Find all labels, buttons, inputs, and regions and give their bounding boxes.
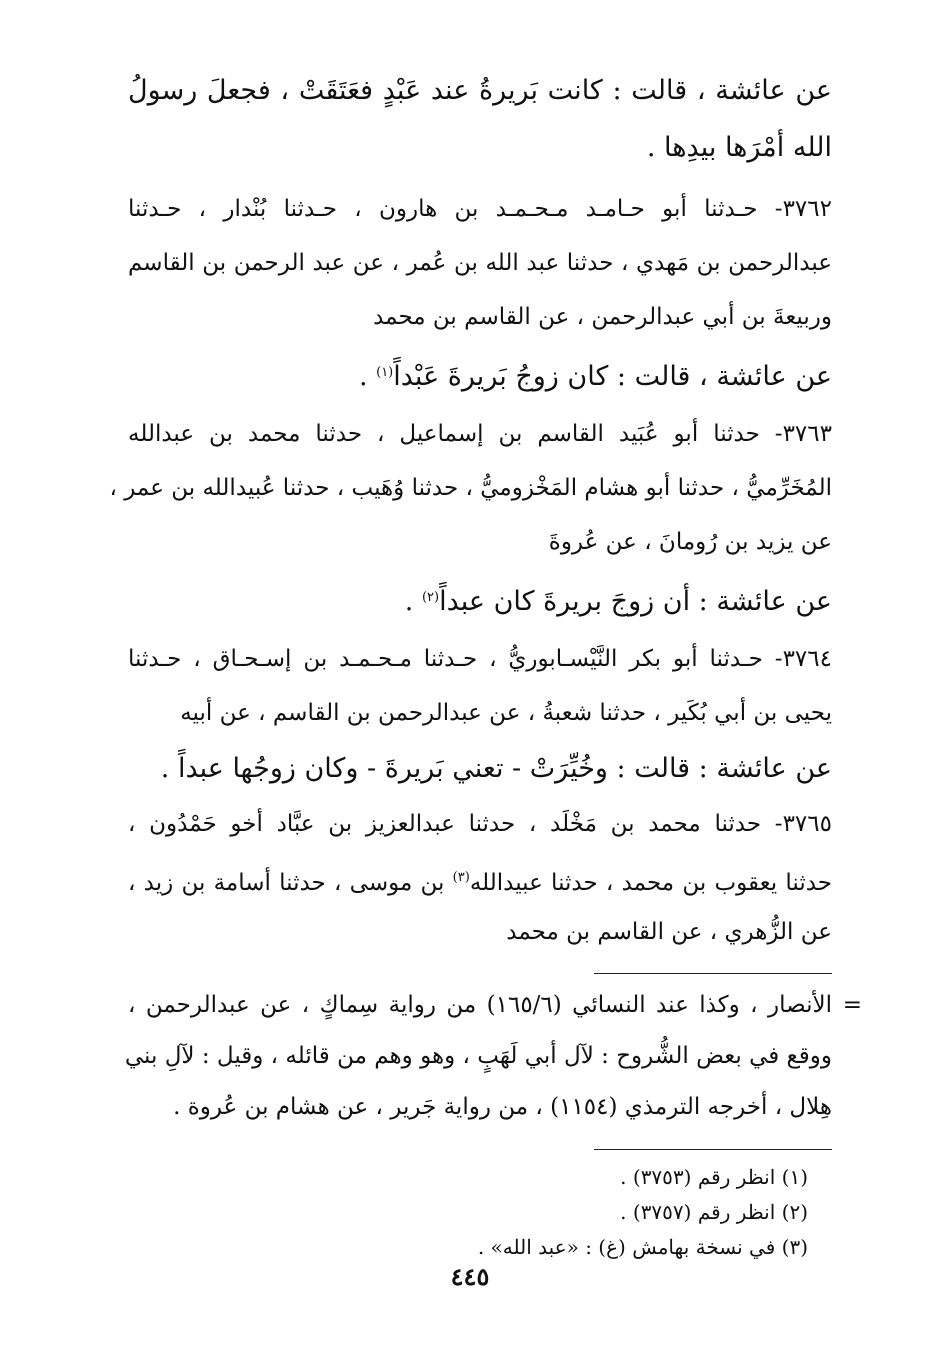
top-matn bbox=[128, 62, 832, 176]
isnad-line: عن يزيد بن رُومانَ ، عن عُروةَ bbox=[548, 529, 832, 555]
hadith-3763-isnad bbox=[109, 407, 832, 569]
hadith-3763-matn bbox=[128, 569, 832, 626]
matn-text: عن عائشة ، قالت : كان زوجُ بَريرةَ عَبْداً bbox=[393, 361, 832, 392]
isnad-line: المُخَرِّميُّ ، حدثنا أبو هشام المَخْزوميُّ ، حدثنا وُهَيب ، حدثنا عُبيدالله بن عمر ، bbox=[109, 475, 832, 501]
continued-footnote bbox=[124, 980, 862, 1133]
isnad-line: ٣٧٦٣- حدثنا أبو عُبَيد القاسم بن إسماعيل ، حدثنا محمد بن عبدالله bbox=[128, 421, 832, 447]
isnad-line: ٣٧٦٢- حـدثنا أبو حـامـد مـحـمـد بن هارون ، حـدثنا بُنْدار ، حـدثنا bbox=[128, 196, 832, 222]
isnad-line: يحيى بن أبي بُكَير ، حدثنا شعبةُ ، عن عبدالرحمن بن القاسم ، عن أبيه bbox=[180, 700, 832, 726]
footnote-2: (٢) انظر رقم (٣٧٥٧) . bbox=[620, 1200, 808, 1224]
hadith-3764-isnad bbox=[128, 632, 832, 740]
matn-line: عن عائشة : قالت : وخُيِّرَتْ - تعني بَريرةَ - وكان زوجُها عبداً . bbox=[160, 753, 832, 784]
matn-end: . bbox=[358, 361, 377, 392]
continuation-mark: = bbox=[842, 992, 862, 1018]
footnote-separator bbox=[594, 1149, 832, 1150]
matn-text: عن عائشة : أن زوجَ بريرةَ كان عبداً bbox=[439, 586, 832, 617]
matn-line: الله أمْرَها بيدِها . bbox=[646, 132, 832, 163]
hadith-3764-matn bbox=[128, 740, 832, 797]
isnad-line bbox=[128, 851, 832, 905]
isnad-line: ٣٧٦٤- حـدثنا أبو بكر النَّيْسـابوريُّ ، حـدثنا مـحـمـد بن إسـحـاق ، حـدثنا bbox=[128, 646, 832, 672]
isnad-text: بن موسى ، حدثنا أسامة بن زيد ، bbox=[128, 870, 453, 896]
matn-line: عن عائشة ، قالت : كانت بَريرةُ عند عَبْدٍ فعَتَقَتْ ، فجعلَ رسولُ bbox=[128, 75, 832, 106]
hadith-3765-isnad bbox=[128, 797, 832, 959]
matn-end: . bbox=[404, 586, 422, 617]
hadith-3762-matn bbox=[128, 344, 832, 401]
isnad-line: وربيعةَ بن أبي عبدالرحمن ، عن القاسم بن محمد bbox=[373, 304, 832, 330]
hadith-3762-isnad bbox=[128, 182, 832, 344]
footnote-1: (١) انظر رقم (٣٧٥٣) . bbox=[620, 1165, 808, 1189]
isnad-text: حدثنا يعقوب بن محمد ، حدثنا عبيدالله bbox=[469, 870, 833, 896]
footnotes bbox=[128, 1160, 832, 1265]
text-separator bbox=[594, 973, 832, 974]
footnote-3: (٣) في نسخة بهامش (غ) : «عبد الله» . bbox=[477, 1235, 808, 1259]
note-line: هِلال ، أخرجه الترمذي (١١٥٤) ، من رواية جَرير ، عن هشام بن عُروة . bbox=[173, 1094, 832, 1120]
note-line: الأنصار ، وكذا عند النسائي (١٦٥/٦) من رواية سِماكٍ ، عن عبدالرحمن ، bbox=[128, 992, 832, 1018]
matn-line bbox=[128, 344, 832, 401]
footnote-ref: (٢) bbox=[421, 590, 440, 605]
page-number: ٤٤٥ bbox=[450, 1262, 490, 1291]
footnote-ref: (٣) bbox=[452, 870, 470, 885]
matn-line bbox=[128, 569, 832, 626]
isnad-line: عن الزُّهري ، عن القاسم بن محمد bbox=[506, 919, 832, 945]
footnote-ref: (١) bbox=[376, 365, 394, 380]
isnad-line: عبدالرحمن بن مَهدي ، حدثنا عبد الله بن عُمر ، عن عبد الرحمن بن القاسم bbox=[128, 250, 832, 276]
isnad-line: ٣٧٦٥- حدثنا محمد بن مَخْلَد ، حدثنا عبدالعزيز بن عبَّاد أخو حَمْدُون ، bbox=[128, 811, 832, 837]
note-line: ووقع في بعض الشُّروح : لآل أبي لَهَبٍ ، وهو وهم من قائله ، وقيل : لآلِ بني bbox=[124, 1043, 832, 1069]
